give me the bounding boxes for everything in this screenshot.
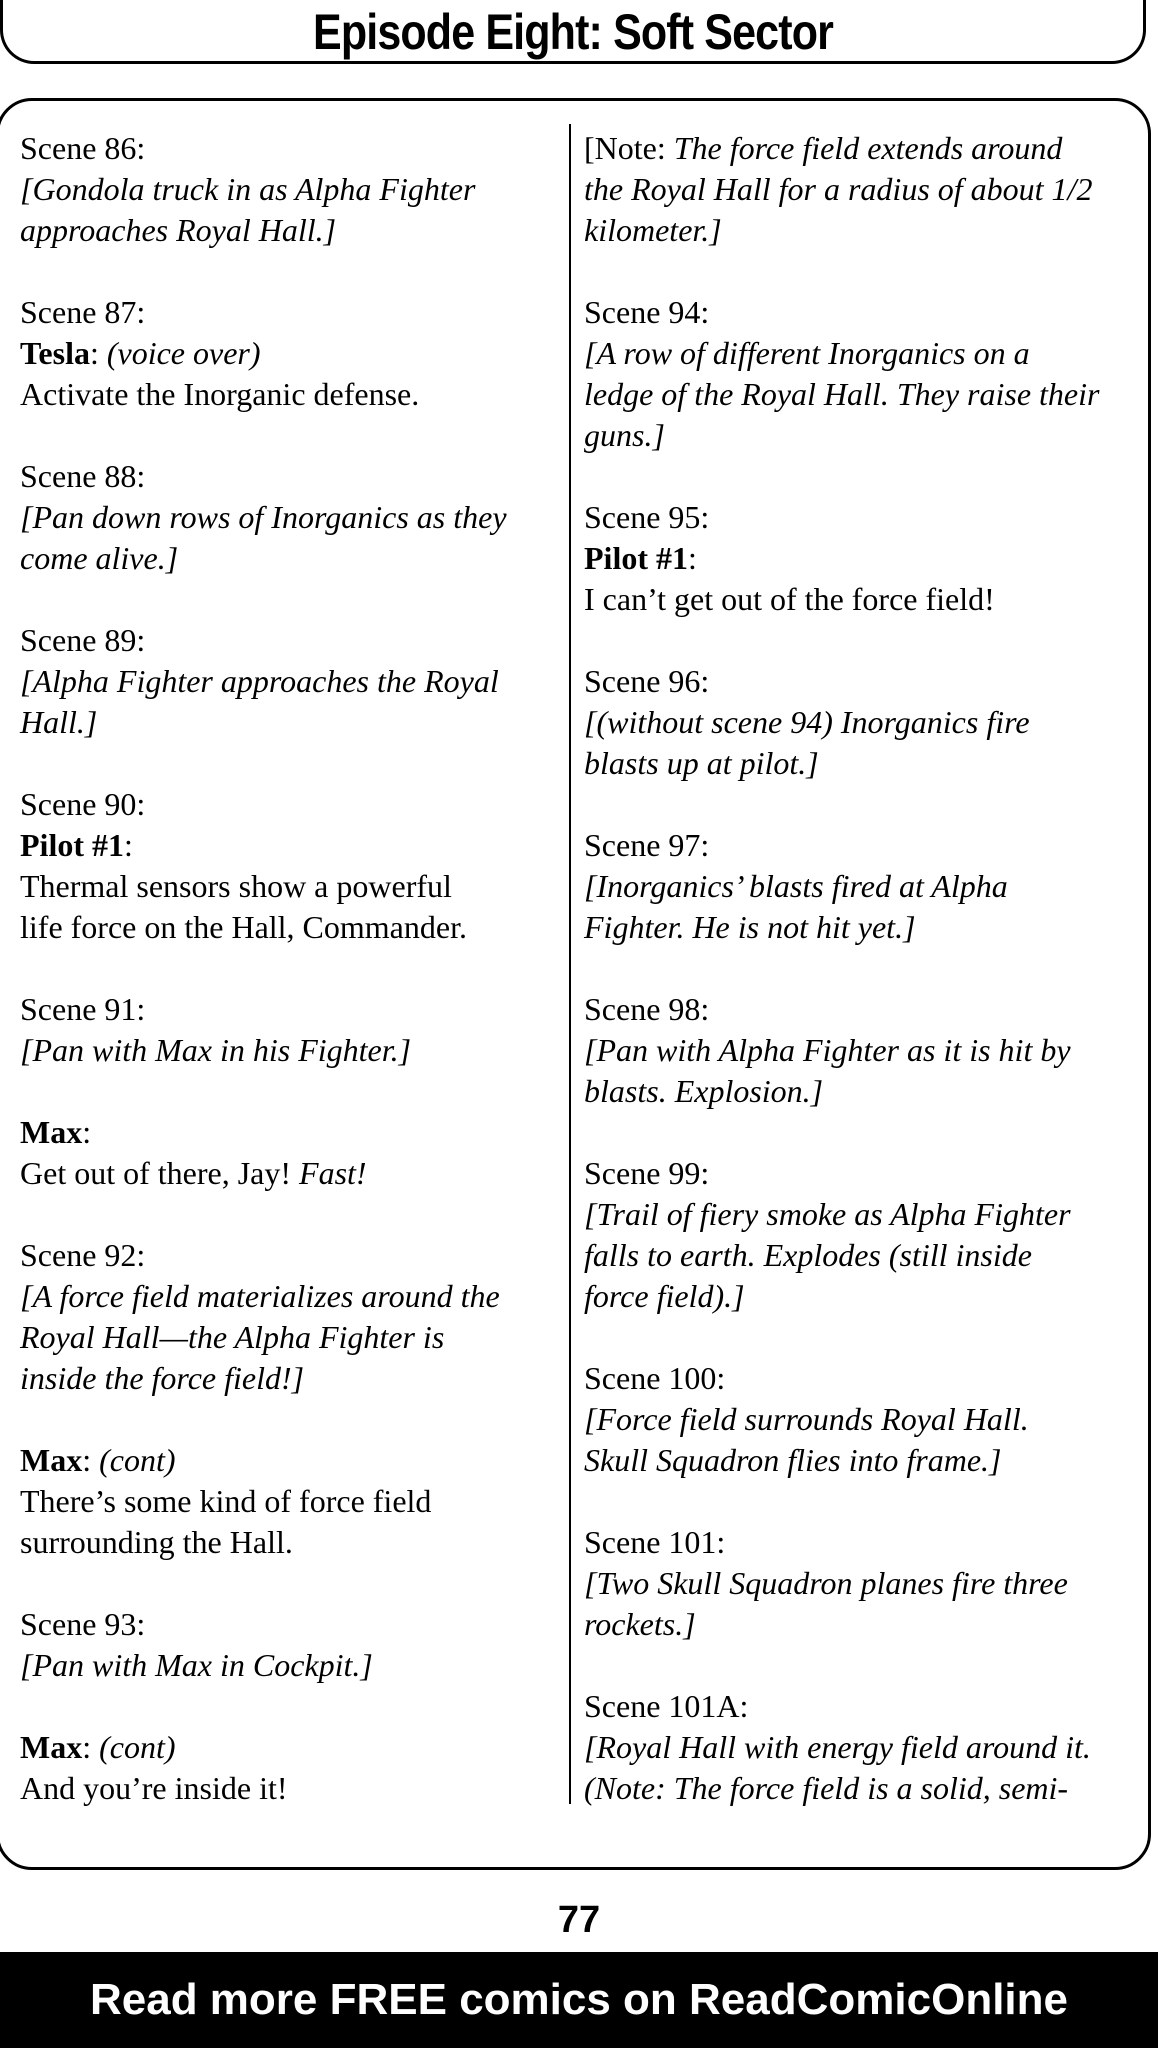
script-line <box>584 1440 1124 1481</box>
stage-direction-text: guns.] <box>584 417 665 453</box>
script-line <box>584 210 1124 251</box>
script-line <box>20 1358 560 1399</box>
script-line <box>20 374 560 415</box>
script-line <box>20 128 560 169</box>
stage-direction-text: Skull Squadron flies into frame.] <box>584 1442 1002 1478</box>
script-line <box>20 333 560 374</box>
script-block <box>584 989 1124 1112</box>
script-line <box>20 169 560 210</box>
script-text: Scene 99: <box>584 1155 710 1191</box>
script-block <box>20 456 560 579</box>
stage-direction-text: rockets.] <box>584 1606 696 1642</box>
column-divider <box>569 124 571 1804</box>
script-line <box>584 1727 1124 1768</box>
stage-direction-text: [A force field materializes around the <box>20 1278 500 1314</box>
script-text: Scene 91: <box>20 991 146 1027</box>
script-text: Scene 93: <box>20 1606 146 1642</box>
stage-direction-text: the Royal Hall for a radius of about 1/2 <box>584 171 1093 207</box>
script-text: Scene 97: <box>584 827 710 863</box>
speaker-name: Pilot #1 <box>584 540 688 576</box>
script-line <box>584 333 1124 374</box>
stage-direction-text: [Pan with Max in his Fighter.] <box>20 1032 412 1068</box>
script-line <box>584 292 1124 333</box>
script-line <box>20 1030 560 1071</box>
speaker-name: Tesla <box>20 335 90 371</box>
script-text: Scene 101: <box>584 1524 726 1560</box>
script-text: Scene 96: <box>584 663 710 699</box>
script-block <box>584 128 1124 251</box>
script-block <box>20 292 560 415</box>
script-line <box>20 1153 560 1194</box>
script-block <box>584 1153 1124 1317</box>
script-line <box>20 620 560 661</box>
stage-direction-text: [Pan down rows of Inorganics as they <box>20 499 507 535</box>
stage-direction-text: ledge of the Royal Hall. They raise their <box>584 376 1100 412</box>
speaker-name: Max <box>20 1729 83 1765</box>
script-block <box>584 825 1124 948</box>
script-line <box>584 1235 1124 1276</box>
script-line <box>20 1604 560 1645</box>
script-line <box>584 1358 1124 1399</box>
script-text: : <box>89 335 107 371</box>
script-text: There’s some kind of force field <box>20 1483 432 1519</box>
script-line <box>20 1112 560 1153</box>
stage-direction-text: approaches Royal Hall.] <box>20 212 337 248</box>
script-text: Scene 98: <box>584 991 710 1027</box>
script-text: Scene 92: <box>20 1237 146 1273</box>
script-line <box>20 1727 560 1768</box>
speaker-name: Max <box>20 1442 83 1478</box>
script-line <box>20 907 560 948</box>
script-line <box>20 1235 560 1276</box>
stage-direction-text: [Royal Hall with energy field around it. <box>584 1729 1091 1765</box>
script-line <box>20 661 560 702</box>
script-block <box>20 989 560 1071</box>
script-text: Scene 87: <box>20 294 146 330</box>
script-block <box>20 1440 560 1563</box>
script-text: Scene 94: <box>584 294 710 330</box>
script-line <box>20 784 560 825</box>
script-line <box>20 825 560 866</box>
script-line <box>584 866 1124 907</box>
stage-direction-text: force field).] <box>584 1278 745 1314</box>
script-text: Scene 90: <box>20 786 146 822</box>
script-line <box>20 292 560 333</box>
stage-direction-text: [Pan with Alpha Fighter as it is hit by <box>584 1032 1071 1068</box>
stage-direction-text: come alive.] <box>20 540 179 576</box>
script-block <box>584 1522 1124 1645</box>
script-line <box>20 1768 560 1809</box>
stage-direction-text: (cont) <box>99 1729 176 1765</box>
stage-direction-text: (Note: The force field is a solid, semi- <box>584 1770 1069 1806</box>
stage-direction-text: The force field extends around <box>673 130 1063 166</box>
script-line <box>584 1604 1124 1645</box>
speaker-name: Pilot #1 <box>20 827 124 863</box>
script-text: Scene 88: <box>20 458 146 494</box>
promo-banner-text[interactable]: Read more FREE comics on ReadComicOnline <box>89 1975 1068 2024</box>
script-line <box>584 1276 1124 1317</box>
stage-direction-text: kilometer.] <box>584 212 722 248</box>
script-line <box>584 702 1124 743</box>
script-line <box>20 1276 560 1317</box>
stage-direction-text: blasts. Explosion.] <box>584 1073 824 1109</box>
script-line <box>584 374 1124 415</box>
script-line <box>584 497 1124 538</box>
script-line <box>584 415 1124 456</box>
script-line <box>584 1522 1124 1563</box>
script-line <box>20 456 560 497</box>
stage-direction-text: (cont) <box>99 1442 176 1478</box>
stage-direction-text: [Alpha Fighter approaches the Royal <box>20 663 499 699</box>
stage-direction-text: [Inorganics’ blasts fired at Alpha <box>584 868 1008 904</box>
script-line <box>584 128 1124 169</box>
script-text: Thermal sensors show a powerful <box>20 868 452 904</box>
script-line <box>20 210 560 251</box>
stage-direction-text: blasts up at pilot.] <box>584 745 819 781</box>
stage-direction-text: [Pan with Max in Cockpit.] <box>20 1647 373 1683</box>
script-block <box>584 1358 1124 1481</box>
script-text: surrounding the Hall. <box>20 1524 293 1560</box>
script-line <box>584 1030 1124 1071</box>
script-block <box>584 292 1124 456</box>
script-block <box>20 1727 560 1809</box>
script-line <box>20 1440 560 1481</box>
script-text: life force on the Hall, Commander. <box>20 909 467 945</box>
stage-direction-text: [Two Skull Squadron planes fire three <box>584 1565 1068 1601</box>
script-block <box>20 1604 560 1686</box>
left-column <box>20 128 560 1809</box>
script-line <box>20 1645 560 1686</box>
script-text: Activate the Inorganic defense. <box>20 376 420 412</box>
stage-direction-text: (voice over) <box>106 335 261 371</box>
script-line <box>584 1768 1124 1809</box>
script-block <box>20 128 560 251</box>
script-line <box>20 866 560 907</box>
script-text: [Note: <box>584 130 674 166</box>
script-line <box>584 1399 1124 1440</box>
script-text: : <box>82 1114 92 1150</box>
script-line <box>20 1317 560 1358</box>
stage-direction-text: Fighter. He is not hit yet.] <box>584 909 916 945</box>
script-text: Get out of there, Jay! <box>20 1155 300 1191</box>
script-line <box>584 1563 1124 1604</box>
stage-direction-text: [Gondola truck in as Alpha Fighter <box>20 171 476 207</box>
stage-direction-text: [Trail of fiery smoke as Alpha Fighter <box>584 1196 1071 1232</box>
script-text: Scene 86: <box>20 130 146 166</box>
speaker-name: Max <box>20 1114 83 1150</box>
script-block <box>20 620 560 743</box>
script-line <box>584 661 1124 702</box>
script-line <box>584 743 1124 784</box>
script-line <box>20 1522 560 1563</box>
script-text: I can’t get out of the force field! <box>584 581 995 617</box>
promo-banner[interactable] <box>0 1952 1158 2048</box>
script-block <box>584 661 1124 784</box>
stage-direction-text: Hall.] <box>20 704 98 740</box>
script-line <box>20 989 560 1030</box>
script-block <box>20 1112 560 1194</box>
script-line <box>20 538 560 579</box>
script-text: : <box>82 1729 100 1765</box>
script-text: Scene 89: <box>20 622 146 658</box>
script-line <box>584 1153 1124 1194</box>
script-line <box>584 989 1124 1030</box>
script-block <box>20 1235 560 1399</box>
page-title: Episode Eight: Soft Sector <box>313 4 833 60</box>
script-line <box>20 1481 560 1522</box>
stage-direction-text: [Force field surrounds Royal Hall. <box>584 1401 1029 1437</box>
script-line <box>20 702 560 743</box>
script-text: : <box>687 540 697 576</box>
script-line <box>584 1686 1124 1727</box>
script-block <box>584 1686 1124 1809</box>
stage-direction-text: Fast! <box>299 1155 367 1191</box>
script-line <box>584 538 1124 579</box>
stage-direction-text: [(without scene 94) Inorganics fire <box>584 704 1030 740</box>
script-text: Scene 100: <box>584 1360 726 1396</box>
script-line <box>584 1071 1124 1112</box>
script-text: And you’re inside it! <box>20 1770 288 1806</box>
script-text: : <box>123 827 133 863</box>
script-line <box>584 169 1124 210</box>
stage-direction-text: inside the force field!] <box>20 1360 305 1396</box>
stage-direction-text: Royal Hall—the Alpha Fighter is <box>20 1319 445 1355</box>
page-number: 77 <box>557 1899 601 1941</box>
stage-direction-text: [A row of different Inorganics on a <box>584 335 1030 371</box>
right-column <box>584 128 1124 1809</box>
script-line <box>584 907 1124 948</box>
script-text: Scene 95: <box>584 499 710 535</box>
script-line <box>584 825 1124 866</box>
episode-title-box <box>0 0 1146 64</box>
script-block <box>20 784 560 948</box>
script-block <box>584 497 1124 620</box>
script-text: : <box>82 1442 100 1478</box>
stage-direction-text: falls to earth. Explodes (still inside <box>584 1237 1032 1273</box>
script-line <box>584 579 1124 620</box>
script-text: Scene 101A: <box>584 1688 749 1724</box>
script-line <box>20 497 560 538</box>
script-line <box>584 1194 1124 1235</box>
